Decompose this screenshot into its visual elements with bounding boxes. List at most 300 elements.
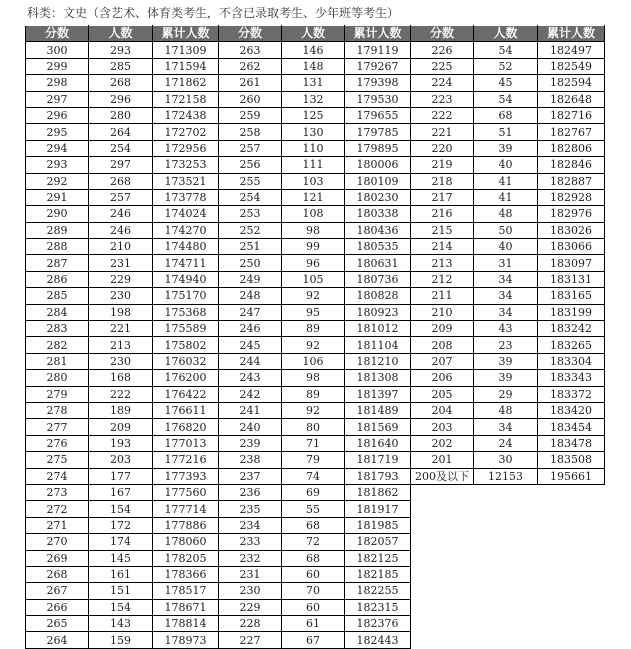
table-cell: 178205 (153, 550, 219, 566)
table-cell: 256 (219, 157, 282, 173)
table-cell: 89 (282, 386, 345, 402)
table-cell: 278 (26, 402, 89, 418)
table-cell: 249 (219, 271, 282, 287)
table-cell: 68 (282, 517, 345, 533)
table-cell: 179895 (345, 140, 411, 156)
table-cell: 183131 (538, 271, 605, 287)
table-cell: 41 (474, 189, 538, 205)
table-cell: 182057 (345, 534, 411, 550)
table-cell: 181917 (345, 501, 411, 517)
table-cell: 180338 (345, 206, 411, 222)
table-cell: 254 (219, 189, 282, 205)
table-cell: 181640 (345, 435, 411, 451)
table-cell: 40 (474, 239, 538, 255)
table-row (26, 616, 605, 632)
table-cell: 175589 (153, 321, 219, 337)
table-cell: 34 (474, 419, 538, 435)
table-cell: 271 (26, 517, 89, 533)
table-cell: 247 (219, 304, 282, 320)
table-cell: 262 (219, 58, 282, 74)
table-cell: 219 (411, 157, 474, 173)
table-cell: 225 (411, 58, 474, 74)
table-row (26, 599, 605, 615)
empty-cell (411, 484, 474, 500)
table-cell: 183165 (538, 288, 605, 304)
table-row (26, 107, 605, 123)
table-cell: 182315 (345, 599, 411, 615)
table-cell: 180230 (345, 189, 411, 205)
table-cell: 183343 (538, 370, 605, 386)
table-cell: 230 (219, 583, 282, 599)
table-cell: 180109 (345, 173, 411, 189)
table-cell: 183097 (538, 255, 605, 271)
table-cell: 269 (26, 550, 89, 566)
table-cell: 182767 (538, 124, 605, 140)
table-cell: 182255 (345, 583, 411, 599)
table-cell: 48 (474, 206, 538, 222)
table-cell: 180006 (345, 157, 411, 173)
table-cell: 174 (89, 534, 153, 550)
table-cell: 232 (219, 550, 282, 566)
table-cell: 174711 (153, 255, 219, 271)
table-cell: 246 (89, 222, 153, 238)
table-cell: 178517 (153, 583, 219, 599)
table-cell: 173778 (153, 189, 219, 205)
empty-cell (411, 517, 474, 533)
table-cell: 240 (219, 419, 282, 435)
table-cell: 178366 (153, 566, 219, 582)
table-cell: 213 (411, 255, 474, 271)
table-cell: 264 (26, 632, 89, 648)
table-row (26, 124, 605, 140)
table-cell: 183242 (538, 321, 605, 337)
empty-cell (474, 566, 538, 582)
empty-cell (538, 583, 605, 599)
table-cell: 30 (474, 452, 538, 468)
table-row (26, 75, 605, 91)
table-cell: 40 (474, 157, 538, 173)
table-cell: 172702 (153, 124, 219, 140)
table-cell: 182716 (538, 107, 605, 123)
table-cell: 54 (474, 91, 538, 107)
table-row (26, 468, 605, 484)
table-row (26, 419, 605, 435)
table-cell: 285 (26, 288, 89, 304)
table-cell: 180736 (345, 271, 411, 287)
table-cell: 181719 (345, 452, 411, 468)
table-cell: 171862 (153, 75, 219, 91)
table-cell: 182976 (538, 206, 605, 222)
table-cell: 54 (474, 42, 538, 58)
table-cell: 39 (474, 140, 538, 156)
table-cell: 125 (282, 107, 345, 123)
table-cell: 177714 (153, 501, 219, 517)
empty-cell (411, 501, 474, 517)
table-cell: 171594 (153, 58, 219, 74)
table-cell: 171309 (153, 42, 219, 58)
table-row (26, 255, 605, 271)
table-cell: 174024 (153, 206, 219, 222)
table-cell: 39 (474, 370, 538, 386)
column-header: 分数 (411, 26, 474, 42)
table-cell: 248 (219, 288, 282, 304)
table-cell: 224 (411, 75, 474, 91)
empty-cell (538, 501, 605, 517)
empty-cell (474, 616, 538, 632)
table-cell: 223 (411, 91, 474, 107)
table-cell: 297 (89, 157, 153, 173)
table-cell: 241 (219, 402, 282, 418)
table-cell: 45 (474, 75, 538, 91)
table-cell: 172 (89, 517, 153, 533)
table-cell: 41 (474, 173, 538, 189)
table-cell: 268 (89, 173, 153, 189)
table-cell: 31 (474, 255, 538, 271)
column-header: 累计人数 (345, 26, 411, 42)
table-cell: 296 (89, 91, 153, 107)
table-cell: 60 (282, 599, 345, 615)
table-cell: 230 (89, 288, 153, 304)
table-cell: 61 (282, 616, 345, 632)
table-cell: 92 (282, 288, 345, 304)
table-cell: 183420 (538, 402, 605, 418)
table-cell: 172158 (153, 91, 219, 107)
table-cell: 297 (26, 91, 89, 107)
empty-cell (411, 632, 474, 648)
table-cell: 203 (89, 452, 153, 468)
table-cell: 183265 (538, 337, 605, 353)
table-cell: 96 (282, 255, 345, 271)
table-cell: 183199 (538, 304, 605, 320)
table-cell: 236 (219, 484, 282, 500)
table-cell: 148 (282, 58, 345, 74)
table-cell: 183478 (538, 435, 605, 451)
table-cell: 34 (474, 288, 538, 304)
table-cell: 273 (26, 484, 89, 500)
table-cell: 244 (219, 353, 282, 369)
table-row (26, 566, 605, 582)
table-cell: 34 (474, 271, 538, 287)
column-header: 人数 (474, 26, 538, 42)
table-cell: 80 (282, 419, 345, 435)
table-cell: 69 (282, 484, 345, 500)
table-cell: 284 (26, 304, 89, 320)
table-cell: 154 (89, 599, 153, 615)
column-header: 人数 (282, 26, 345, 42)
table-cell: 209 (89, 419, 153, 435)
table-cell: 227 (219, 632, 282, 648)
table-cell: 70 (282, 583, 345, 599)
table-cell: 72 (282, 534, 345, 550)
table-row (26, 353, 605, 369)
table-cell: 205 (411, 386, 474, 402)
empty-cell (411, 550, 474, 566)
table-cell: 174480 (153, 239, 219, 255)
table-cell: 168 (89, 370, 153, 386)
table-cell: 95 (282, 304, 345, 320)
table-cell: 167 (89, 484, 153, 500)
table-cell: 283 (26, 321, 89, 337)
table-cell: 266 (26, 599, 89, 615)
table-cell: 257 (89, 189, 153, 205)
table-cell: 254 (89, 140, 153, 156)
table-cell: 291 (26, 189, 89, 205)
table-row (26, 91, 605, 107)
table-cell: 177 (89, 468, 153, 484)
table-row (26, 206, 605, 222)
table-cell: 226 (411, 42, 474, 58)
table-cell: 208 (411, 337, 474, 353)
table-cell: 99 (282, 239, 345, 255)
table-cell: 285 (89, 58, 153, 74)
empty-cell (411, 534, 474, 550)
table-cell: 183026 (538, 222, 605, 238)
table-cell: 173521 (153, 173, 219, 189)
table-cell: 181012 (345, 321, 411, 337)
table-row (26, 370, 605, 386)
table-row (26, 271, 605, 287)
table-cell: 183304 (538, 353, 605, 369)
table-row (26, 534, 605, 550)
table-cell: 52 (474, 58, 538, 74)
table-cell: 176611 (153, 402, 219, 418)
table-cell: 151 (89, 583, 153, 599)
table-cell: 55 (282, 501, 345, 517)
table-cell: 295 (26, 124, 89, 140)
table-cell: 282 (26, 337, 89, 353)
table-cell: 179398 (345, 75, 411, 91)
table-cell: 121 (282, 189, 345, 205)
table-cell: 221 (411, 124, 474, 140)
empty-cell (538, 616, 605, 632)
table-cell: 175368 (153, 304, 219, 320)
table-cell: 103 (282, 173, 345, 189)
empty-cell (538, 566, 605, 582)
table-cell: 60 (282, 566, 345, 582)
table-cell: 181308 (345, 370, 411, 386)
table-row (26, 58, 605, 74)
table-cell: 145 (89, 550, 153, 566)
table-cell: 67 (282, 632, 345, 648)
table-cell: 74 (282, 468, 345, 484)
table-cell: 280 (26, 370, 89, 386)
table-cell: 177393 (153, 468, 219, 484)
table-cell: 182443 (345, 632, 411, 648)
empty-cell (411, 616, 474, 632)
table-row (26, 632, 605, 648)
table-cell: 183508 (538, 452, 605, 468)
table-cell: 176032 (153, 353, 219, 369)
table-cell: 79 (282, 452, 345, 468)
table-row (26, 42, 605, 58)
table-cell: 71 (282, 435, 345, 451)
table-body (26, 42, 605, 648)
table-cell: 257 (219, 140, 282, 156)
column-header: 分数 (219, 26, 282, 42)
table-cell: 221 (89, 321, 153, 337)
table-cell: 235 (219, 501, 282, 517)
table-cell: 176200 (153, 370, 219, 386)
table-cell: 228 (219, 616, 282, 632)
table-cell: 92 (282, 337, 345, 353)
table-cell: 210 (89, 239, 153, 255)
table-cell: 255 (219, 173, 282, 189)
table-cell: 181489 (345, 402, 411, 418)
table-cell: 39 (474, 353, 538, 369)
table-cell: 182806 (538, 140, 605, 156)
table-cell: 132 (282, 91, 345, 107)
table-cell: 264 (89, 124, 153, 140)
column-header: 累计人数 (538, 26, 605, 42)
table-cell: 229 (89, 271, 153, 287)
table-cell: 180631 (345, 255, 411, 271)
table-cell: 253 (219, 206, 282, 222)
empty-cell (411, 566, 474, 582)
table-cell: 299 (26, 58, 89, 74)
table-cell: 217 (411, 189, 474, 205)
empty-cell (538, 599, 605, 615)
table-row (26, 337, 605, 353)
table-cell: 260 (219, 91, 282, 107)
table-row (26, 189, 605, 205)
table-cell: 182549 (538, 58, 605, 74)
empty-cell (474, 599, 538, 615)
table-row (26, 321, 605, 337)
table-cell: 175802 (153, 337, 219, 353)
table-cell: 182594 (538, 75, 605, 91)
table-cell: 89 (282, 321, 345, 337)
table-cell: 215 (411, 222, 474, 238)
table-cell: 110 (282, 140, 345, 156)
table-cell: 172956 (153, 140, 219, 156)
table-cell: 98 (282, 370, 345, 386)
table-cell: 265 (26, 616, 89, 632)
table-cell: 181985 (345, 517, 411, 533)
table-cell: 174270 (153, 222, 219, 238)
table-cell: 182125 (345, 550, 411, 566)
table-header-row (26, 26, 605, 42)
table-cell: 234 (219, 517, 282, 533)
table-cell: 183372 (538, 386, 605, 402)
table-row (26, 550, 605, 566)
table-cell: 172438 (153, 107, 219, 123)
table-cell: 181569 (345, 419, 411, 435)
table-cell: 176422 (153, 386, 219, 402)
table-cell: 50 (474, 222, 538, 238)
table-cell: 159 (89, 632, 153, 648)
table-cell: 24 (474, 435, 538, 451)
empty-cell (474, 583, 538, 599)
table-cell: 182887 (538, 173, 605, 189)
table-cell: 182376 (345, 616, 411, 632)
table-cell: 154 (89, 501, 153, 517)
table-cell: 300 (26, 42, 89, 58)
table-cell: 179119 (345, 42, 411, 58)
table-cell: 216 (411, 206, 474, 222)
table-cell: 288 (26, 239, 89, 255)
table-cell: 206 (411, 370, 474, 386)
table-cell: 230 (89, 353, 153, 369)
empty-cell (538, 534, 605, 550)
table-cell: 222 (411, 107, 474, 123)
table-cell: 279 (26, 386, 89, 402)
table-cell: 146 (282, 42, 345, 58)
table-cell: 250 (219, 255, 282, 271)
score-distribution-table (25, 25, 605, 649)
table-cell: 258 (219, 124, 282, 140)
table-cell: 178671 (153, 599, 219, 615)
table-cell: 182648 (538, 91, 605, 107)
empty-cell (411, 599, 474, 615)
table-row (26, 402, 605, 418)
table-cell: 193 (89, 435, 153, 451)
table-cell: 178973 (153, 632, 219, 648)
table-cell: 182497 (538, 42, 605, 58)
table-cell: 263 (219, 42, 282, 58)
table-row (26, 288, 605, 304)
table-cell: 293 (26, 157, 89, 173)
table-cell: 276 (26, 435, 89, 451)
table-cell: 180923 (345, 304, 411, 320)
table-cell: 275 (26, 452, 89, 468)
table-cell: 213 (89, 337, 153, 353)
table-cell: 296 (26, 107, 89, 123)
table-cell: 231 (89, 255, 153, 271)
table-cell: 23 (474, 337, 538, 353)
column-header: 人数 (89, 26, 153, 42)
table-cell: 245 (219, 337, 282, 353)
column-header: 分数 (26, 26, 89, 42)
table-cell: 179267 (345, 58, 411, 74)
table-cell: 211 (411, 288, 474, 304)
empty-cell (474, 550, 538, 566)
empty-cell (474, 632, 538, 648)
table-row (26, 239, 605, 255)
table-cell: 173253 (153, 157, 219, 173)
empty-cell (538, 632, 605, 648)
page-caption: 科类：文史（含艺术、体育类考生，不含已录取考生、少年班等考生） (27, 6, 400, 20)
table-cell: 98 (282, 222, 345, 238)
table-cell: 179530 (345, 91, 411, 107)
table-cell: 251 (219, 239, 282, 255)
table-cell: 207 (411, 353, 474, 369)
table-cell: 237 (219, 468, 282, 484)
table-cell: 292 (26, 173, 89, 189)
table-cell: 218 (411, 173, 474, 189)
table-cell: 174940 (153, 271, 219, 287)
table-cell: 203 (411, 419, 474, 435)
empty-cell (411, 583, 474, 599)
table-cell: 108 (282, 206, 345, 222)
empty-cell (538, 550, 605, 566)
table-cell: 34 (474, 304, 538, 320)
table-cell: 252 (219, 222, 282, 238)
table-cell: 181104 (345, 337, 411, 353)
table-cell: 239 (219, 435, 282, 451)
table-row (26, 484, 605, 500)
table-cell: 212 (411, 271, 474, 287)
table-cell: 51 (474, 124, 538, 140)
table-cell: 176820 (153, 419, 219, 435)
table-cell: 180828 (345, 288, 411, 304)
table-cell: 177013 (153, 435, 219, 451)
table-cell: 238 (219, 452, 282, 468)
table-cell: 106 (282, 353, 345, 369)
table-row (26, 583, 605, 599)
table-row (26, 157, 605, 173)
table-cell: 68 (282, 550, 345, 566)
table-row (26, 501, 605, 517)
